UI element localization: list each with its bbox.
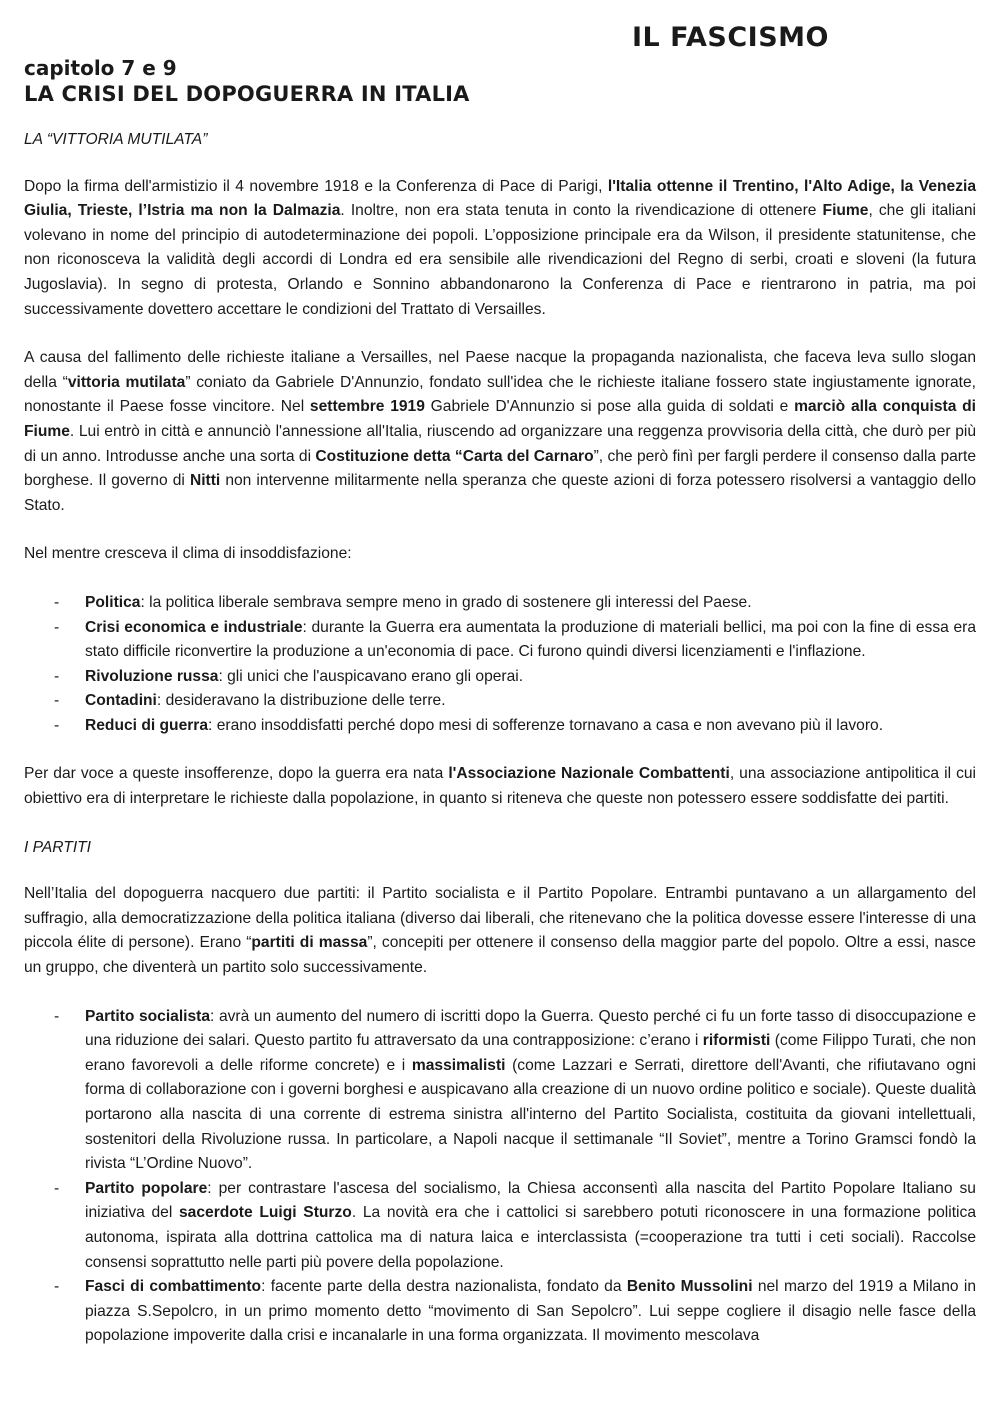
text-run: : per contrastare l'ascesa del socialismo, la Chiesa acconsentì alla nascita del Partito Popolare Italiano su iniziativa del bbox=[85, 1179, 976, 1222]
text-run: : facente parte della destra nazionalista, fondato da bbox=[261, 1278, 627, 1296]
bold-text: Partito socialista bbox=[85, 1007, 211, 1025]
list-item bbox=[24, 1177, 976, 1275]
bold-text: Rivoluzione russa bbox=[85, 667, 219, 685]
text-run: (come Filippo Turati, che non erano favorevoli a delle riforme concrete) e i bbox=[85, 1032, 976, 1074]
bold-text: sacerdote Luigi Sturzo bbox=[179, 1204, 352, 1222]
text-run: , una associazione antipolitica il cui obiettivo era di interpretare le richieste dalla popolazione, in quanto si riteneva che queste non potessero essere soddisfatte dei partiti. bbox=[24, 765, 976, 808]
text-run: : avrà un aumento del numero di iscritti dopo la Guerra. Questo perché ci fu un forte tasso di disoccupazione e una riduzione dei salari. Questo partito fu attraversato da una contrapposizione: c’erano i bbox=[85, 1007, 976, 1050]
subsection-heading-partiti: I PARTITI bbox=[24, 838, 92, 856]
bold-text: Nitti bbox=[189, 472, 221, 490]
bold-text: Contadini bbox=[85, 692, 157, 710]
bold-text: Benito Mussolini bbox=[626, 1278, 753, 1296]
dash-bullet: - bbox=[54, 716, 60, 734]
chapter-label: capitolo 7 e 9 bbox=[24, 56, 177, 80]
list-item bbox=[24, 1275, 976, 1349]
text-run: Gabriele D'Annunzio si pose alla guida di soldati e bbox=[424, 398, 795, 416]
bold-text: partiti di massa bbox=[251, 934, 368, 952]
bold-text: Partito popolare bbox=[85, 1179, 208, 1197]
dash-bullet: - bbox=[54, 1179, 60, 1197]
bold-text: Fiume bbox=[822, 202, 869, 220]
text-run: Dopo la firma dell'armistizio il 4 novembre 1918 e la Conferenza di Pace di Parigi, bbox=[24, 177, 608, 195]
list-item bbox=[24, 689, 976, 714]
dash-bullet: - bbox=[54, 692, 60, 710]
text-run: Nell’Italia del dopoguerra nacquero due partiti: il Partito socialista e il Partito Popolare. Entrambi puntavano a un allargamento del suffragio, alla democratizzazione della politica italiana (diverso dai liberali, che ritenevano che la politica dovesse essere l'interesse di una piccola élite di persone). Erano “ bbox=[24, 885, 976, 952]
text-run: : erano insoddisfatti perché dopo mesi di sofferenze tornavano a casa e non avevano più il lavoro. bbox=[208, 716, 884, 734]
bold-text: Fasci di combattimento bbox=[85, 1278, 262, 1296]
text-run: : desideravano la distribuzione delle terre. bbox=[156, 692, 446, 710]
bold-text: Reduci di guerra bbox=[85, 716, 209, 734]
text-run: . Inoltre, non era stata tenuta in conto la rivendicazione di ottenere bbox=[340, 202, 823, 220]
bold-text: Politica bbox=[85, 593, 141, 611]
list-insoddisfazione bbox=[24, 591, 976, 739]
text-run: . Lui entrò in città e annunciò l'annessione all'Italia, riuscendo ad organizzare una reggenza provvisoria della città, che durò per più di un anno. Introdusse anche una sorta di bbox=[24, 422, 976, 465]
list-partiti bbox=[24, 1005, 976, 1349]
dash-bullet: - bbox=[54, 593, 60, 611]
dash-bullet: - bbox=[54, 1007, 60, 1025]
text-run: A causa del fallimento delle richieste italiane a Versailles, nel Paese nacque la propaganda nazionalista, che faceva leva sullo slogan della “ bbox=[24, 349, 976, 391]
list-item bbox=[24, 665, 976, 690]
bold-text: vittoria mutilata bbox=[67, 373, 186, 391]
section-title: LA CRISI DEL DOPOGUERRA IN ITALIA bbox=[24, 82, 470, 106]
bold-text: l'Associazione Nazionale Combattenti bbox=[448, 765, 730, 783]
paragraph-partiti bbox=[24, 882, 976, 980]
bold-text: Crisi economica e industriale bbox=[85, 618, 303, 636]
bold-text: massimalisti bbox=[411, 1056, 506, 1074]
text-run: . La novità era che i cattolici si sarebbero potuti riconoscere in una formazione politica autonoma, ispirata alla dottrina cattolica ma di natura laica e interclassista (=cooperazione tra tutti i ceti sociali). Raccolse consensi soprattutto nelle parti più povere della popolazione. bbox=[85, 1204, 976, 1271]
text-run: : la politica liberale sembrava sempre meno in grado di sostenere gli interessi del Paese. bbox=[140, 593, 752, 611]
text-run: ”, concepiti per ottenere il consenso della maggior parte del popolo. Oltre a essi, nasce un gruppo, che diventerà un partito solo successivamente. bbox=[24, 934, 976, 977]
text-run: (come Lazzari e Serrati, direttore dell'Avanti, che rifiutavano ogni forma di collaborazione con i governi borghesi e auspicavano alla creazione di un nuovo ordine politico e sociale). Queste dualità portarono alla nascita di una corrente di estrema sinistra all'interno del Partito Socialista, costituita da giovani intellettuali, sostenitori della Rivoluzione russa. In particolare, a Napoli nacque il settimanale “Il Soviet”, mentre a Torino Gramsci fondò la rivista “L’Ordine Nuovo”. bbox=[85, 1056, 976, 1173]
text-run: nel marzo del 1919 a Milano in piazza S.Sepolcro, in un primo momento detto “movimento di San Sepolcro”. Lui seppe cogliere il disagio nelle fasce della popolazione impoverite dalla crisi e incanalarle in una forma organizzata. Il movimento mescolava bbox=[85, 1278, 976, 1345]
document-title: IL FASCISMO bbox=[632, 22, 829, 53]
text-run: , che gli italiani volevano in nome del principio di autodeterminazione dei popoli. L’opposizione principale era da Wilson, il presidente statunitense, che non riconosceva la validità degli accordi di Londra ed era sensibile alle rivendicazioni del Regno di serbi, croati e sloveni (la futura Jugoslavia). In segno di protesta, Orlando e Sonnino abbandonarono la Conferenza di Pace e rientrarono in patria, ma poi successivamente dovettero accettare le condizioni del Trattato di Versailles. bbox=[24, 202, 976, 318]
subsection-heading-vittoria: LA “VITTORIA MUTILATA” bbox=[24, 131, 208, 148]
bold-text: marciò alla conquista di Fiume bbox=[24, 398, 976, 440]
dash-bullet: - bbox=[54, 618, 60, 636]
list-item bbox=[24, 591, 976, 616]
bold-text: riformisti bbox=[702, 1032, 771, 1050]
dash-bullet: - bbox=[54, 667, 60, 685]
paragraph-vittoria-mutilata bbox=[24, 346, 976, 518]
text-run: Per dar voce a queste insofferenze, dopo la guerra era nata bbox=[24, 765, 449, 783]
paragraph-insoddisfazione: Nel mentre cresceva il clima di insoddisfazione: bbox=[24, 545, 352, 563]
list-item bbox=[24, 1005, 976, 1177]
bold-text: l'Italia ottenne il Trentino, l'Alto Adige, la Venezia Giulia, Trieste, l’Istria ma non la Dalmazia bbox=[24, 177, 976, 220]
text-run: : durante la Guerra era aumentata la produzione di materiali bellici, ma poi con la fine di essa era stato difficile riconvertire la produzione a un'economia di pace. Ci furono quindi diversi licenziamenti e l'inflazione. bbox=[85, 618, 976, 661]
text-run: ” coniato da Gabriele D'Annunzio, fondato sull'idea che le richieste italiane fossero state ingiustamente ignorate, nonostante il Paese fosse vincitore. Nel bbox=[24, 373, 977, 416]
paragraph-associazione bbox=[24, 762, 976, 811]
document-body bbox=[24, 128, 976, 1373]
bold-text: Costituzione detta “Carta del Carnaro bbox=[315, 447, 594, 465]
paragraph-armistizio bbox=[24, 175, 976, 323]
text-run: non intervenne militarmente nella speranza che queste azioni di forza potessero risolversi a vantaggio dello Stato. bbox=[24, 472, 976, 514]
dash-bullet: - bbox=[54, 1278, 60, 1296]
list-item bbox=[24, 714, 976, 739]
text-run: : gli unici che l'auspicavano erano gli operai. bbox=[218, 667, 524, 685]
bold-text: settembre 1919 bbox=[309, 398, 425, 416]
list-item bbox=[24, 616, 976, 665]
text-run: ”, che però finì per fargli perdere il consenso dalla parte borghese. Il governo di bbox=[24, 447, 976, 490]
